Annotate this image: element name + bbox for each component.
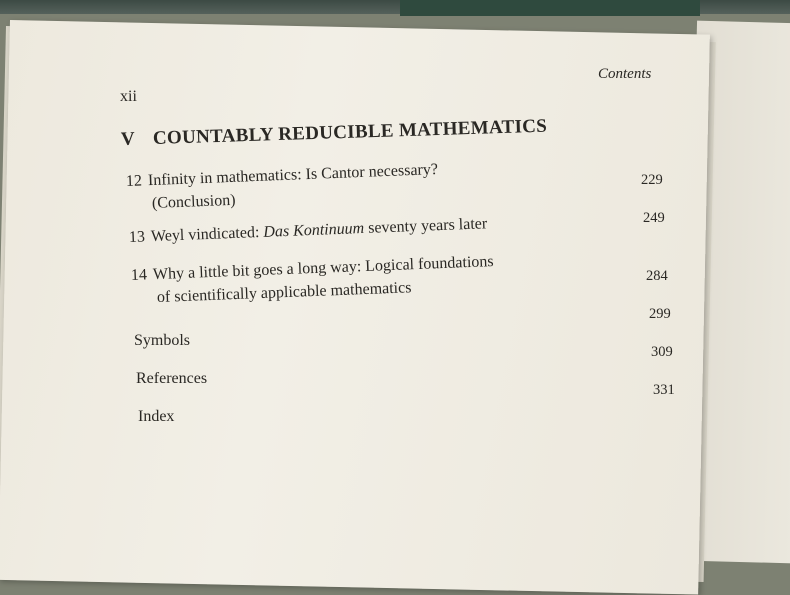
toc-entry-symbols[interactable]: Symbols	[134, 332, 191, 349]
toc-entry-references[interactable]: References	[136, 370, 208, 387]
chapter-title-pre: Weyl vindicated:	[150, 223, 264, 246]
chapter-number: 14	[130, 266, 148, 284]
page-ref-14: 284	[646, 268, 668, 284]
chapter-title-line2: (Conclusion)	[151, 191, 236, 212]
chapter-title-line1: Why a little bit goes a long way: Logical foundations	[152, 253, 494, 284]
chapter-number: 12	[125, 172, 143, 190]
toc-entry-13[interactable]	[129, 213, 488, 248]
part-heading	[121, 116, 548, 151]
toc-entry-12[interactable]	[126, 159, 439, 192]
page-number: xii	[120, 88, 137, 105]
chapter-number: 13	[128, 228, 146, 246]
part-number: V	[120, 128, 136, 150]
chapter-title-italic: Das Kontinuum	[263, 219, 365, 241]
page-ref-13: 249	[643, 210, 665, 226]
toc-entry-index[interactable]: Index	[138, 408, 175, 425]
page-ref-symbols: 299	[649, 306, 671, 322]
part-title: COUNTABLY REDUCIBLE MATHEMATICS	[152, 115, 548, 149]
chapter-title-line2: of scientifically applicable mathematics	[156, 279, 412, 306]
page-ref-index: 331	[653, 382, 675, 398]
page-ref-references: 309	[651, 344, 673, 360]
chapter-title-post: seventy years later	[363, 215, 488, 237]
chapter-title-line1: Infinity in mathematics: Is Cantor necessary?	[147, 161, 439, 190]
running-title: Contents	[598, 66, 652, 82]
page-ref-12: 229	[641, 172, 663, 188]
